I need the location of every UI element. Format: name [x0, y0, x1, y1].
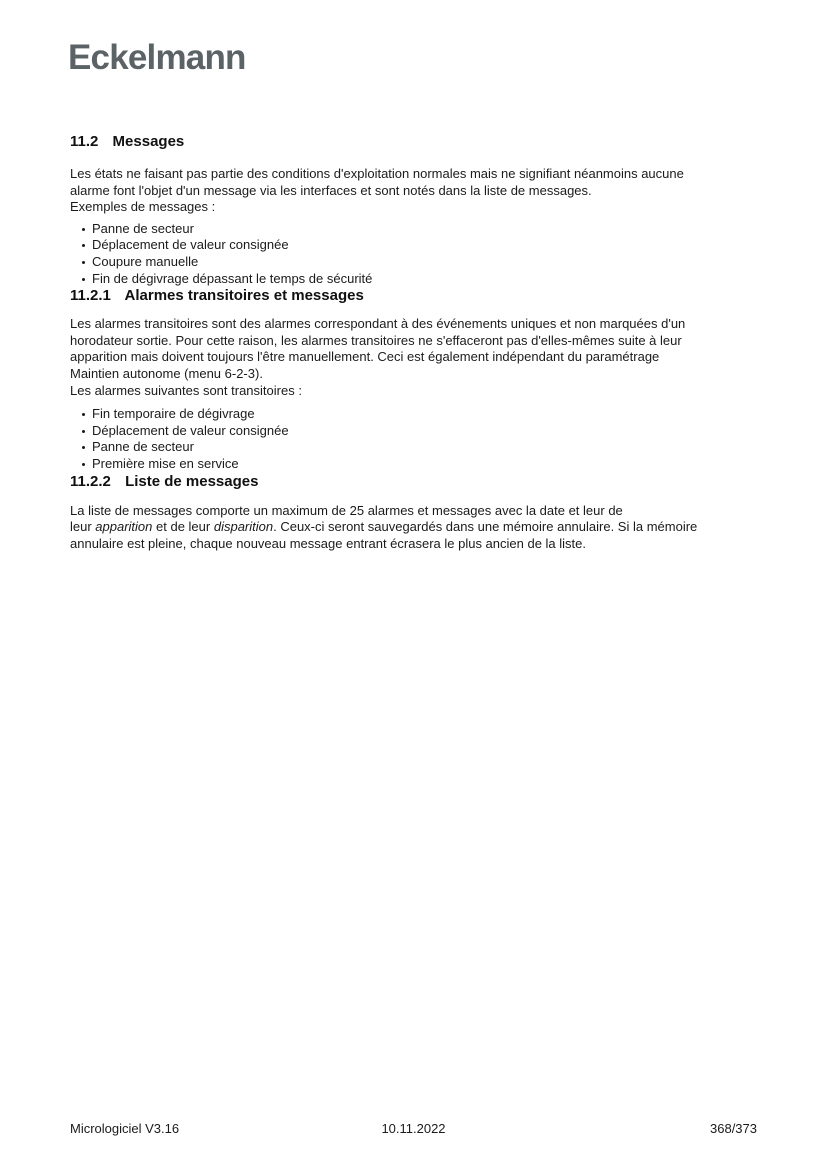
paragraph-line: alarme font l'objet d'un message via les interfaces et sont notés dans la liste de messages.	[70, 182, 592, 198]
section-heading-11-2-1	[70, 287, 757, 305]
paragraph-line: horodateur sortie. Pour cette raison, les alarmes transitoires ne s'effaceront pas d'elles-mêmes suite à leur	[70, 332, 682, 348]
section-number: 11.2.1	[70, 287, 111, 305]
section-title: Alarmes transitoires et messages	[124, 287, 364, 305]
eckelmann-logo: Eckelmann	[68, 38, 246, 77]
section-title: Messages	[112, 133, 185, 150]
list-item	[70, 439, 757, 456]
paragraph-text-italic: apparition	[95, 519, 153, 535]
footer-firmware-version: Micrologiciel V3.16	[70, 1121, 180, 1136]
section-number: 11.2	[70, 133, 99, 150]
section-heading-11-2	[70, 133, 757, 151]
list-item-text: Déplacement de valeur consignée	[92, 237, 289, 253]
paragraph-line: Les alarmes suivantes sont transitoires :	[70, 382, 302, 398]
section-number: 11.2.2	[70, 472, 111, 490]
section-11-2-1-bullet-list	[70, 406, 757, 472]
paragraph-text: leur	[70, 519, 96, 535]
list-item-text: Première mise en service	[92, 455, 239, 471]
list-item-text: Fin temporaire de dégivrage	[92, 406, 255, 422]
paragraph-line: Exemples de messages :	[70, 199, 216, 215]
section-11-2-2-paragraph	[70, 503, 757, 553]
paragraph-text: et de leur	[152, 519, 214, 535]
paragraph-text: . Ceux-ci seront sauvegardés dans une mémoire annulaire. Si la mémoire	[273, 519, 698, 535]
list-item-text: Fin de dégivrage dépassant le temps de sécurité	[92, 270, 373, 286]
section-11-2-bullet-list	[70, 221, 757, 287]
list-item	[70, 456, 757, 473]
section-title: Liste de messages	[125, 472, 259, 490]
list-item-text: Déplacement de valeur consignée	[92, 422, 289, 438]
list-item	[70, 237, 757, 254]
page-content	[70, 133, 757, 552]
paragraph-line: Les alarmes transitoires sont des alarmes correspondant à des événements uniques et non marquées d'un	[70, 316, 686, 332]
footer-date: 10.11.2022	[381, 1121, 446, 1136]
list-item-text: Panne de secteur	[92, 220, 194, 236]
page-footer	[70, 1121, 757, 1137]
section-heading-11-2-2	[70, 473, 757, 491]
list-item	[70, 271, 757, 288]
footer-page-number: 368/373	[710, 1121, 757, 1136]
list-item-text: Coupure manuelle	[92, 253, 199, 269]
paragraph-line: apparition mais doivent toujours l'être manuellement. Ceci est également indépendant du paramétrage	[70, 349, 660, 365]
list-item	[70, 221, 757, 238]
section-11-2-1-paragraph	[70, 316, 757, 399]
list-item	[70, 423, 757, 440]
section-11-2-paragraph	[70, 166, 757, 216]
paragraph-line	[70, 519, 757, 536]
paragraph-line: Les états ne faisant pas partie des conditions d'exploitation normales mais ne signifiant néanmoins aucune	[70, 166, 684, 181]
paragraph-line: annulaire est pleine, chaque nouveau message entrant écrasera le plus ancien de la liste.	[70, 535, 587, 551]
paragraph-line: La liste de messages comporte un maximum de 25 alarmes et messages avec la date et leur de	[70, 502, 623, 518]
paragraph-text-italic: disparition	[213, 519, 274, 535]
paragraph-line: Maintien autonome (menu 6-2-3).	[70, 365, 263, 381]
list-item	[70, 254, 757, 271]
list-item	[70, 406, 757, 423]
list-item-text: Panne de secteur	[92, 439, 194, 455]
